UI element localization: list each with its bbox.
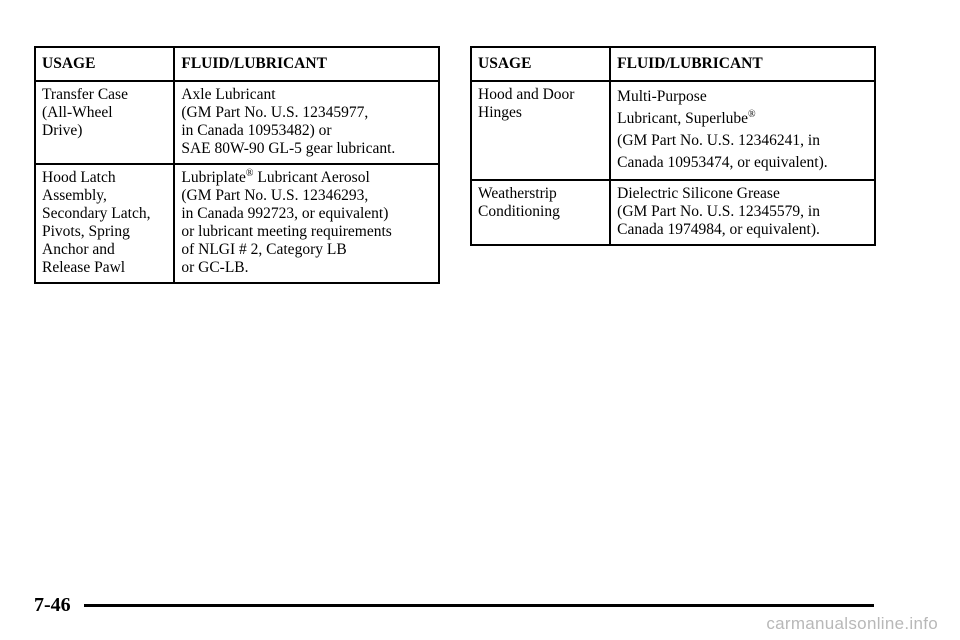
table-row	[35, 81, 439, 164]
usage-line: Anchor and	[42, 241, 115, 258]
product-name: Lubricant, Superlube	[617, 110, 749, 127]
table-header-row	[35, 47, 439, 81]
fluid-line: or GC-LB.	[181, 259, 249, 276]
registered-mark: ®	[245, 167, 254, 179]
usage-header: USAGE	[471, 47, 610, 81]
fluid-line	[181, 169, 432, 187]
usage-cell	[471, 180, 610, 245]
fluid-header: FLUID/LUBRICANT	[610, 47, 875, 81]
usage-line: Drive)	[42, 122, 83, 139]
usage-line: Weatherstrip	[478, 185, 557, 202]
page-number: 7-46	[34, 594, 71, 616]
fluid-line: in Canada 992723, or equivalent)	[181, 205, 389, 222]
usage-line: Secondary Latch,	[42, 205, 151, 222]
fluid-cell	[174, 81, 439, 164]
product-type: Lubricant Aerosol	[253, 169, 370, 186]
fluid-line: in Canada 10953482) or	[181, 122, 332, 139]
lubricant-table-right	[470, 46, 876, 246]
usage-line: Hinges	[478, 104, 522, 121]
table-row	[471, 81, 875, 180]
usage-line: Pivots, Spring	[42, 223, 130, 240]
fluid-line: Dielectric Silicone Grease	[617, 185, 780, 202]
table-row	[35, 164, 439, 283]
usage-line: Conditioning	[478, 203, 560, 220]
table-header-row	[471, 47, 875, 81]
footer-rule	[84, 604, 874, 607]
fluid-line: Canada 10953474, or equivalent).	[617, 154, 828, 171]
usage-line: Release Pawl	[42, 259, 126, 276]
fluid-line: or lubricant meeting requirements	[181, 223, 392, 240]
fluid-line: SAE 80W-90 GL-5 gear lubricant.	[181, 140, 396, 157]
usage-line: Transfer Case	[42, 86, 128, 103]
product-name: Lubriplate	[181, 169, 246, 186]
usage-line: Hood and Door	[478, 86, 575, 103]
fluid-line: (GM Part No. U.S. 12346241, in	[617, 132, 820, 149]
usage-header: USAGE	[35, 47, 174, 81]
usage-line: Assembly,	[42, 187, 107, 204]
usage-cell	[35, 81, 174, 164]
fluid-line: (GM Part No. U.S. 12346293,	[181, 187, 369, 204]
fluid-line	[617, 108, 868, 130]
fluid-cell	[174, 164, 439, 283]
fluid-cell	[610, 81, 875, 180]
table-row	[471, 180, 875, 245]
usage-line: (All-Wheel	[42, 104, 113, 121]
usage-line: Hood Latch	[42, 169, 116, 186]
fluid-line: (GM Part No. U.S. 12345579, in	[617, 203, 820, 220]
fluid-header: FLUID/LUBRICANT	[174, 47, 439, 81]
lubricant-table-left	[34, 46, 440, 284]
registered-mark: ®	[748, 108, 756, 120]
fluid-line: (GM Part No. U.S. 12345977,	[181, 104, 369, 121]
fluid-cell	[610, 180, 875, 245]
fluid-line: Multi-Purpose	[617, 88, 707, 105]
fluid-line: Canada 1974984, or equivalent).	[617, 221, 820, 238]
usage-cell	[35, 164, 174, 283]
watermark-text: carmanualsonline.info	[766, 614, 938, 633]
fluid-line: of NLGI # 2, Category LB	[181, 241, 347, 258]
usage-cell	[471, 81, 610, 180]
fluid-line: Axle Lubricant	[181, 86, 276, 103]
